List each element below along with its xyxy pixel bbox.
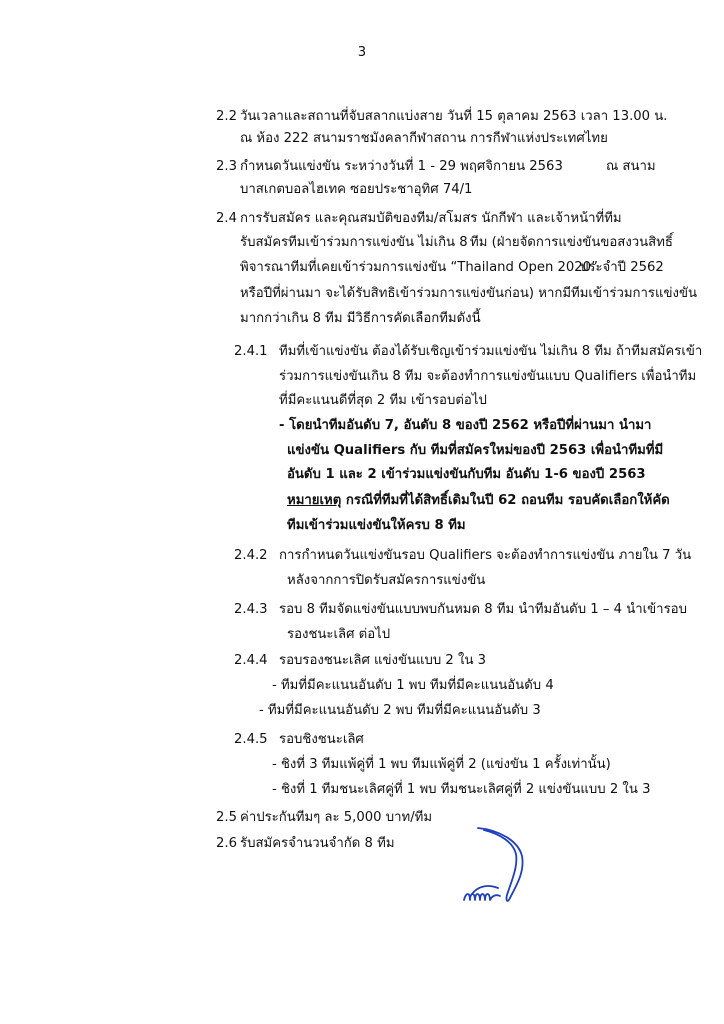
note-label: หมายเหตุ	[287, 493, 342, 508]
section-2-4-1-line: ที่มีคะแนนดีที่สุด 2 ทีม เข้ารอบต่อไป	[279, 393, 487, 408]
section-number: 2.6	[216, 836, 237, 851]
subsection-number: 2.4.3	[234, 602, 268, 617]
subsection-number: 2.4.2	[234, 548, 268, 563]
section-2-3-line: กำหนดวันแข่งขัน ระหว่างวันที่ 1 - 29 พฤศจิกายน 2563	[240, 159, 563, 174]
section-2-4-1-bold-line: - โดยนำทีมอันดับ 7, อันดับ 8 ของปี 2562 หรือปีที่ผ่านมา นำมา	[279, 418, 652, 433]
section-2-4-line: รับสมัครทีมเข้าร่วมการแข่งขัน ไม่เกิน 8	[240, 235, 468, 250]
section-2-4-4-line: รอบรองชนะเลิศ แข่งขันแบบ 2 ใน 3	[279, 653, 487, 668]
section-number: 2.5	[216, 810, 237, 825]
section-2-4-1-bold-line: ทีมเข้าร่วมแข่งขันให้ครบ 8 ทีม	[287, 518, 466, 533]
section-2-4-line: หรือปีที่ผ่านมา จะได้รับสิทธิเข้าร่วมการแข่งขันก่อน) หากมีทีมเข้าร่วมการแข่งขัน	[240, 286, 697, 301]
page-number: 3	[357, 45, 367, 60]
section-2-4-1-bold-line: อันดับ 1 และ 2 เข้าร่วมแข่งขันกับทีม อันดับ 1-6 ของปี 2563	[287, 467, 646, 482]
section-2-4-line: พิจารณาทีมที่เคยเข้าร่วมการแข่งขัน “Thailand Open 2020”	[240, 260, 598, 275]
section-2-4-1-bold-line: แข่งขัน Qualifiers กับ ทีมที่สมัครใหม่ของปี 2563 เพื่อนำทีมที่มี	[287, 443, 664, 458]
section-number: 2.3	[216, 159, 237, 174]
section-2-3-line: ณ สนาม	[606, 159, 656, 174]
section-2-4-1-line: ร่วมการแข่งขันเกิน 8 ทีม จะต้องทำการแข่งขันแบบ Qualifiers เพื่อนำทีม	[279, 369, 697, 384]
section-2-4-line: มากกว่าเกิน 8 ทีม มีวิธีการคัดเลือกทีมดังนี้	[240, 311, 481, 326]
section-2-4-2-line: หลังจากการปิดรับสมัครการแข่งขัน	[287, 573, 486, 588]
section-2-4-5-line: - ชิงที่ 3 ทีมแพ้คู่ที่ 1 พบ ทีมแพ้คู่ที่ 2 (แข่งขัน 1 ครั้งเท่านั้น)	[272, 757, 611, 772]
subsection-number: 2.4.5	[234, 732, 268, 747]
note-line	[287, 492, 670, 510]
section-2-3-line: บาสเกตบอลไฮเทค ซอยประชาอุทิศ 74/1	[240, 182, 473, 197]
section-2-4-5-line: รอบชิงชนะเลิศ	[279, 732, 364, 747]
section-2-4-4-line: - ทีมที่มีคะแนนอันดับ 2 พบ ทีมที่มีคะแนนอันดับ 3	[259, 703, 541, 718]
section-2-4-2-line: การกำหนดวันแข่งขันรอบ Qualifiers จะต้องทำการแข่งขัน ภายใน 7 วัน	[279, 548, 692, 563]
section-2-4-3-line: รองชนะเลิศ ต่อไป	[287, 627, 391, 642]
subsection-number: 2.4.1	[234, 344, 268, 359]
section-2-4-1-line: ทีมที่เข้าแข่งขัน ต้องได้รับเชิญเข้าร่วมแข่งขัน ไม่เกิน 8 ทีม ถ้าทีมสมัครเข้า	[279, 344, 703, 359]
section-2-4-4-line: - ทีมที่มีคะแนนอันดับ 1 พบ ทีมที่มีคะแนนอันดับ 4	[272, 678, 554, 693]
section-2-2-line: วันเวลาและสถานที่จับสลากแบ่งสาย วันที่ 15 ตุลาคม 2563 เวลา 13.00 น.	[240, 109, 668, 124]
note-text: กรณีที่ทีมที่ได้สิทธิ์เดิมในปี 62 ถอนทีม รอบคัดเลือกให้คัด	[341, 493, 670, 508]
section-2-4-line: การรับสมัคร และคุณสมบัติของทีม/สโมสร นักกีฬา และเจ้าหน้าที่ทีม	[240, 211, 622, 226]
signature-icon	[458, 826, 528, 910]
section-number: 2.4	[216, 211, 237, 226]
section-2-6-line: รับสมัครจำนวนจำกัด 8 ทีม	[240, 836, 395, 851]
section-2-2-line: ณ ห้อง 222 สนามราชมังคลากีฬาสถาน การกีฬาแห่งประเทศไทย	[240, 131, 608, 146]
section-2-5-line: ค่าประกันทีมๆ ละ 5,000 บาท/ทีม	[240, 810, 433, 825]
section-2-4-5-line: - ชิงที่ 1 ทีมชนะเลิศคู่ที่ 1 พบ ทีมชนะเลิศคู่ที่ 2 แข่งขันแบบ 2 ใน 3	[272, 782, 651, 797]
subsection-number: 2.4.4	[234, 653, 268, 668]
section-2-4-line: ประจำปี 2562	[580, 260, 664, 275]
section-number: 2.2	[216, 109, 237, 124]
section-2-4-3-line: รอบ 8 ทีมจัดแข่งขันแบบพบกันหมด 8 ทีม นำทีมอันดับ 1 – 4 นำเข้ารอบ	[279, 602, 687, 617]
section-2-4-line: ทีม (ฝ่ายจัดการแข่งขันขอสงวนสิทธิ์	[470, 235, 673, 250]
